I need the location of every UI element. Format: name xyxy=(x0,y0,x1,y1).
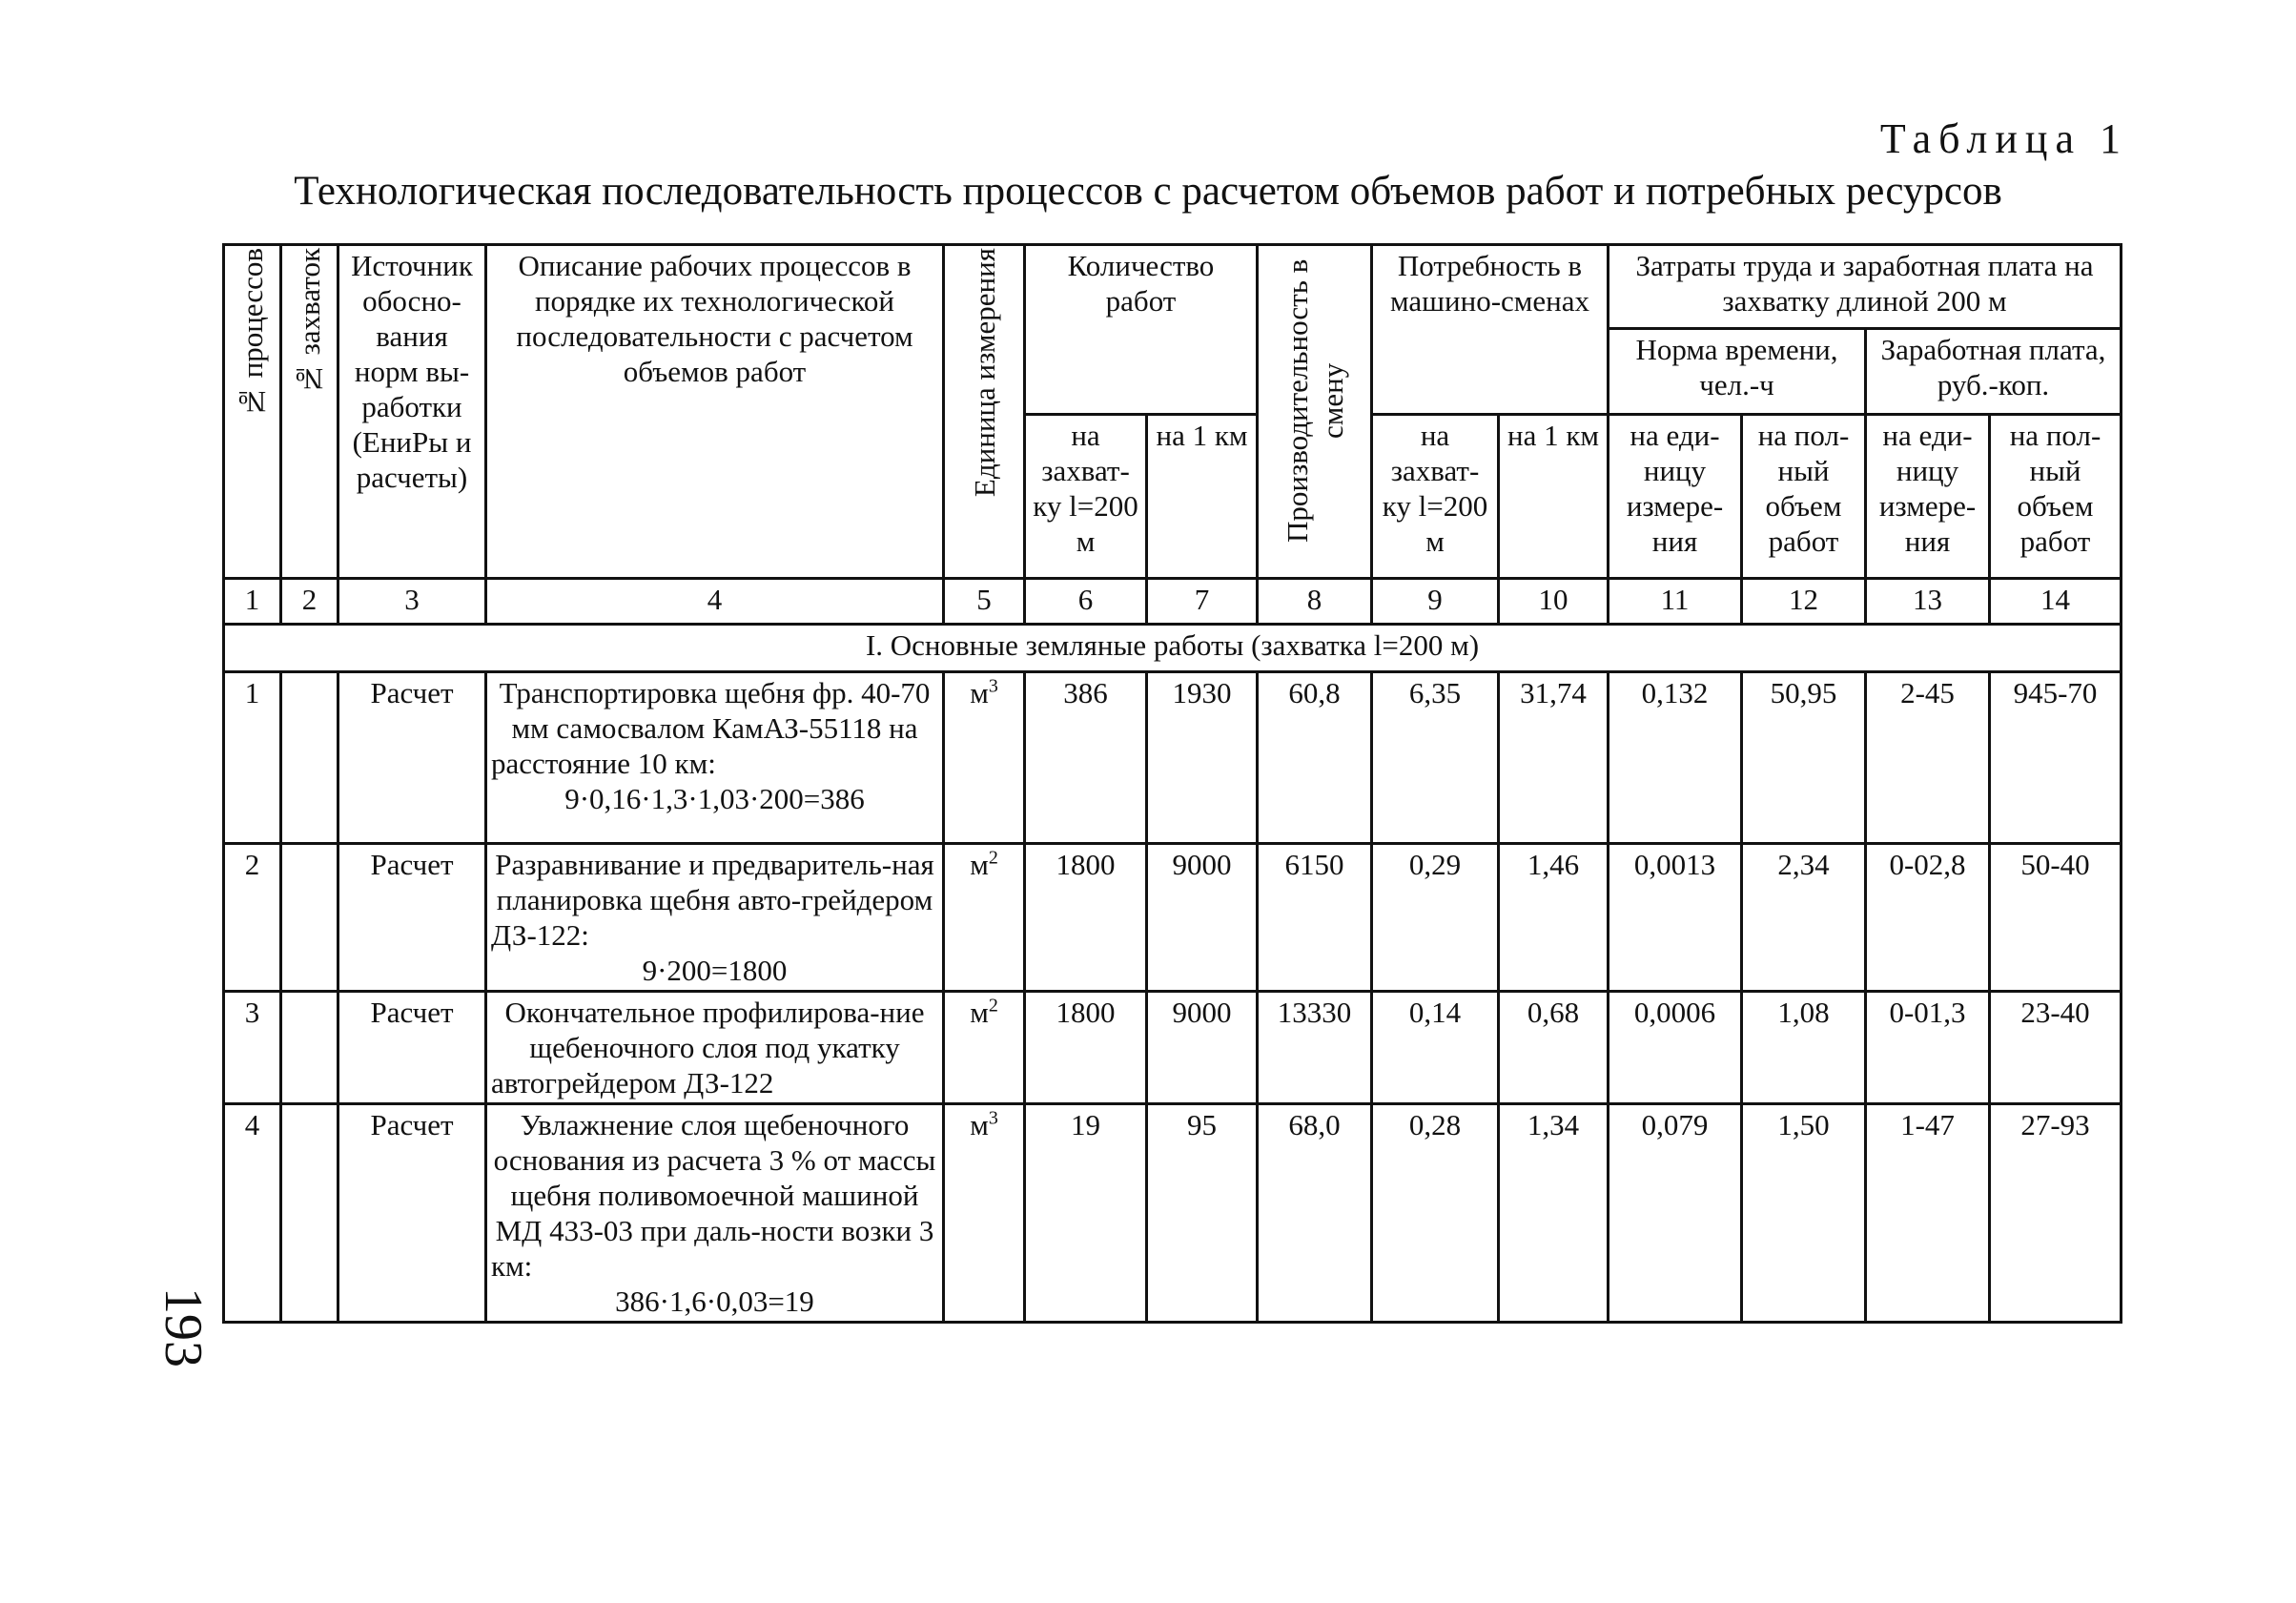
header-wage-unit: на еди-ницу измере-ния xyxy=(1866,415,1990,579)
formula: 386·1,6·0,03=19 xyxy=(615,1284,814,1318)
norm-total: 1,08 xyxy=(1742,992,1866,1104)
header-shifts-capture: на захват-ку l=200 м xyxy=(1372,415,1499,579)
description-text: Разравнивание и предваритель-ная планировка щебня авто-грейдером ДЗ-122: xyxy=(491,848,934,952)
unit: $м^3$ xyxy=(944,1104,1025,1323)
unit: $м^3$ xyxy=(944,672,1025,844)
column-numbers-row xyxy=(224,579,2122,625)
qty-capture: 1800 xyxy=(1025,992,1147,1104)
source: Расчет xyxy=(338,1104,486,1323)
header-description: Описание рабочих процессов в порядке их технологической последовательности с расчетом объемов работ xyxy=(486,245,944,579)
description xyxy=(486,1104,944,1323)
column-number: 12 xyxy=(1742,579,1866,625)
column-number: 14 xyxy=(1990,579,2122,625)
qty-km: 1930 xyxy=(1147,672,1258,844)
wage-total: 27-93 xyxy=(1990,1104,2122,1323)
description-text: Окончательное профилирова-ние щебеночного слоя под укатку автогрейдером ДЗ-122 xyxy=(491,996,925,1099)
qty-capture: 1800 xyxy=(1025,844,1147,992)
unit: $м^2$ xyxy=(944,992,1025,1104)
column-number: 5 xyxy=(944,579,1025,625)
header-unit: Единица измерения xyxy=(944,245,1025,579)
norm-unit: 0,0006 xyxy=(1609,992,1742,1104)
table-title: Технологическая последовательность процессов с расчетом объемов работ и потребных ресурсов xyxy=(294,169,2002,214)
capture-number xyxy=(281,672,338,844)
formula: 9·200=1800 xyxy=(642,954,788,987)
column-number: 9 xyxy=(1372,579,1499,625)
description xyxy=(486,672,944,844)
column-number: 7 xyxy=(1147,579,1258,625)
unit: $м^2$ xyxy=(944,844,1025,992)
norm-total: 2,34 xyxy=(1742,844,1866,992)
description xyxy=(486,844,944,992)
wage-unit: 0-01,3 xyxy=(1866,992,1990,1104)
productivity: 6150 xyxy=(1258,844,1372,992)
norm-unit: 0,079 xyxy=(1609,1104,1742,1323)
norm-total: 50,95 xyxy=(1742,672,1866,844)
source: Расчет xyxy=(338,992,486,1104)
header-productivity: Производительность в смену xyxy=(1258,245,1372,579)
column-number: 4 xyxy=(486,579,944,625)
shifts-capture: 0,28 xyxy=(1372,1104,1499,1323)
qty-km: 9000 xyxy=(1147,992,1258,1104)
wage-unit: 2-45 xyxy=(1866,672,1990,844)
qty-km: 95 xyxy=(1147,1104,1258,1323)
header-wage-total: на пол-ный объем работ xyxy=(1990,415,2122,579)
norm-total: 1,50 xyxy=(1742,1104,1866,1323)
header-work-quantity: Количество работ xyxy=(1025,245,1258,415)
qty-capture: 19 xyxy=(1025,1104,1147,1323)
column-number: 2 xyxy=(281,579,338,625)
source: Расчет xyxy=(338,844,486,992)
column-number: 8 xyxy=(1258,579,1372,625)
capture-number xyxy=(281,992,338,1104)
productivity: 68,0 xyxy=(1258,1104,1372,1323)
wage-unit: 0-02,8 xyxy=(1866,844,1990,992)
description xyxy=(486,992,944,1104)
process-number: 4 xyxy=(224,1104,281,1323)
productivity: 60,8 xyxy=(1258,672,1372,844)
shifts-km: 31,74 xyxy=(1499,672,1609,844)
norm-unit: 0,0013 xyxy=(1609,844,1742,992)
table-row xyxy=(224,844,2122,992)
data-table xyxy=(222,243,2122,1324)
header-norm-total: на пол-ный объем работ xyxy=(1742,415,1866,579)
shifts-km: 0,68 xyxy=(1499,992,1609,1104)
header-norm-unit: на еди-ницу измере-ния xyxy=(1609,415,1742,579)
column-number: 13 xyxy=(1866,579,1990,625)
process-number: 3 xyxy=(224,992,281,1104)
header-labor-costs: Затраты труда и заработная плата на захватку длиной 200 м xyxy=(1609,245,2122,329)
shifts-capture: 0,14 xyxy=(1372,992,1499,1104)
header-capture-number: № захваток xyxy=(281,245,338,579)
header-shifts-km: на 1 км xyxy=(1499,415,1609,579)
column-number: 6 xyxy=(1025,579,1147,625)
wage-total: 945-70 xyxy=(1990,672,2122,844)
table-caption: Таблица 1 xyxy=(1879,115,2128,162)
formula: 9·0,16·1,3·1,03·200=386 xyxy=(564,782,865,815)
norm-unit: 0,132 xyxy=(1609,672,1742,844)
header-source: Источник обосно-вания норм вы-работки (ЕниРы и расчеты) xyxy=(338,245,486,579)
description-text: Транспортировка щебня фр. 40-70 мм самосвалом КамАЗ-55118 на расстояние 10 км: xyxy=(491,676,931,780)
header-qty-capture: на захват-ку l=200 м xyxy=(1025,415,1147,579)
wage-total: 50-40 xyxy=(1990,844,2122,992)
column-number: 10 xyxy=(1499,579,1609,625)
shifts-capture: 0,29 xyxy=(1372,844,1499,992)
header-time-norm: Норма времени, чел.-ч xyxy=(1609,329,1866,415)
productivity: 13330 xyxy=(1258,992,1372,1104)
table-row xyxy=(224,672,2122,844)
shifts-capture: 6,35 xyxy=(1372,672,1499,844)
header-process-number: № процессов xyxy=(224,245,281,579)
capture-number xyxy=(281,1104,338,1323)
wage-total: 23-40 xyxy=(1990,992,2122,1104)
process-number: 1 xyxy=(224,672,281,844)
wage-unit: 1-47 xyxy=(1866,1104,1990,1323)
table-row xyxy=(224,992,2122,1104)
qty-km: 9000 xyxy=(1147,844,1258,992)
column-number: 1 xyxy=(224,579,281,625)
column-number: 11 xyxy=(1609,579,1742,625)
shifts-km: 1,46 xyxy=(1499,844,1609,992)
table-row xyxy=(224,1104,2122,1323)
column-number: 3 xyxy=(338,579,486,625)
process-number: 2 xyxy=(224,844,281,992)
capture-number xyxy=(281,844,338,992)
header-wages: Заработная плата, руб.-коп. xyxy=(1866,329,2122,415)
qty-capture: 386 xyxy=(1025,672,1147,844)
source: Расчет xyxy=(338,672,486,844)
header-qty-km: на 1 км xyxy=(1147,415,1258,579)
page-number: 193 xyxy=(154,1287,213,1367)
section-heading: I. Основные земляные работы (захватка l=200 м) xyxy=(224,625,2122,672)
header-machine-shifts: Потребность в машино-сменах xyxy=(1372,245,1609,415)
shifts-km: 1,34 xyxy=(1499,1104,1609,1323)
description-text: Увлажнение слоя щебеночного основания из расчета 3 % от массы щебня поливомоечной машиной МД 433-03 при даль-ности возки 3 км: xyxy=(491,1108,936,1283)
